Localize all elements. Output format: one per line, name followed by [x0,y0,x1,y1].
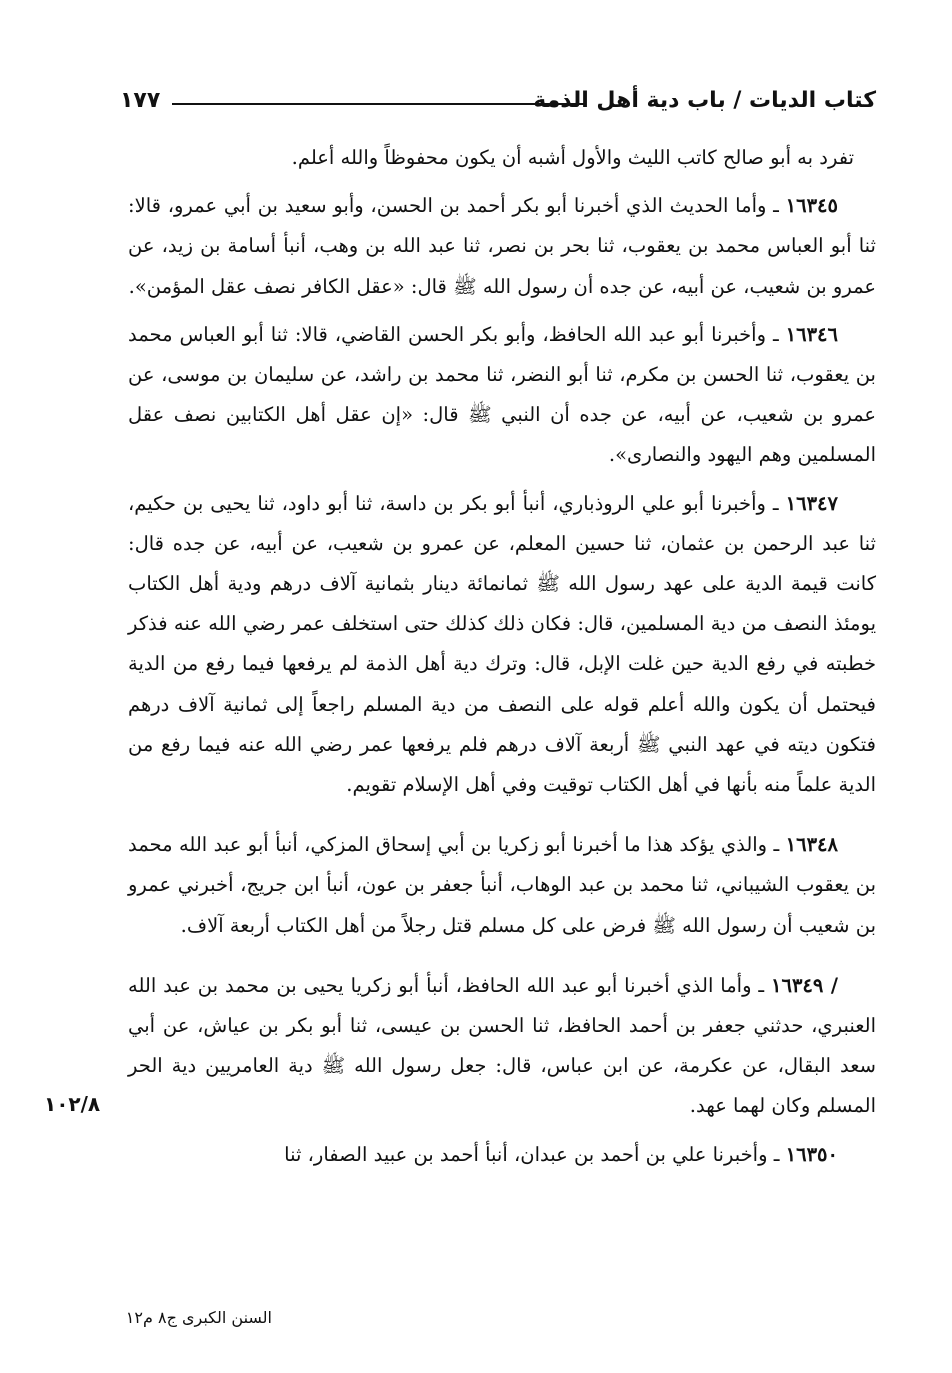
hadith-paragraph [128,186,876,307]
hadith-number: ١٦٣٤٨ [785,833,838,857]
paragraph-text: ـ وأخبرنا أبو عبد الله الحافظ، وأبو بكر الحسن القاضي، قالا: ثنا أبو العباس محمد بن يعقوب، ثنا الحسن بن مكرم، ثنا أبو النضر، ثنا محمد بن راشد، عن سليمان بن موسى، عن عمرو بن شعيب، عن أبيه، عن جده أن النبي ﷺ قال: «إن عقل أهل الكتابين نصف عقل المسلمين وهم اليهود والنصارى». [128,322,876,467]
paragraph-text: ـ وأخبرنا علي بن أحمد بن عبدان، أنبأ أحمد بن عبيد الصفار، ثنا [284,1142,786,1166]
hadith-paragraph [128,484,876,806]
running-header [120,84,876,124]
paragraph-text: ـ وأخبرنا أبو علي الروذباري، أنبأ أبو بكر بن داسة، ثنا أبو داود، ثنا يحيى بن حكيم، ثنا عبد الرحمن بن عثمان، ثنا حسين المعلم، عن عمرو بن شعيب، عن أبيه، عن جده قال: كانت قيمة الدية على عهد رسول الله ﷺ ثمانمائة دينار بثمانية آلاف درهم ودية أهل الكتاب يومئذ النصف من دية المسلمين، قال: فكان ذلك كذلك حتى استخلف عمر رضي الله عنه فذكر خطبته في رفع الدية حين غلت الإبل، قال: وترك دية أهل الذمة لم يرفعها فيما رفع من الدية فيحتمل أن يكون والله أعلم قوله على النصف من دية المسلم راجعاً إلى ثمانية آلاف درهم فتكون ديته في عهد النبي ﷺ أربعة آلاف درهم فلم يرفعها عمر رضي الله عنه فيما رفع من الدية علماً منه بأنها في أهل الكتاب توقيت وفي أهل الإسلام تقويم. [128,491,876,797]
hadith-paragraph [128,825,876,946]
hadith-paragraph [128,1135,876,1175]
paragraph [128,138,876,178]
header-rule [172,103,586,105]
main-text [128,138,876,1175]
hadith-number: ١٦٣٤٦ [785,322,838,346]
hadith-paragraph [128,966,876,1127]
hadith-number: ١٦٣٤٥ [785,194,838,218]
chapter-title: كتاب الديات / باب دية أهل الذمة [533,88,876,113]
paragraph-text: ـ والذي يؤكد هذا ما أخبرنا أبو زكريا بن أبي إسحاق المزكي، أنبأ أبو عبد الله محمد بن يعقوب الشيباني، ثنا محمد بن عبد الوهاب، أنبأ جعفر بن عون، أنبأ ابن جريج، أخبرني عمرو بن شعيب أن رسول الله ﷺ فرض على كل مسلم قتل رجلاً من أهل الكتاب أربعة آلاف. [128,833,876,937]
hadith-number: / ١٦٣٤٩ [771,973,838,997]
page-number: ١٧٧ [120,88,161,113]
paragraph-text: ـ وأما الحديث الذي أخبرنا أبو بكر أحمد بن الحسن، وأبو سعيد بن أبي عمرو، قالا: ثنا أبو العباس محمد بن يعقوب، ثنا بحر بن نصر، ثنا عبد الله بن وهب، أنبأ أسامة بن زيد، عن عمرو بن شعيب، عن أبيه، عن جده أن رسول الله ﷺ قال: «عقل الكافر نصف عقل المؤمن». [128,194,876,298]
hadith-number: ١٦٣٥٠ [785,1142,838,1166]
book-signature-footer: السنن الكبرى ج٨ م١٢ [125,1308,272,1327]
hadith-number: ١٦٣٤٧ [785,491,838,515]
paragraph-text: تفرد به أبو صالح كاتب الليث والأول أشبه أن يكون محفوظاً والله أعلم. [291,146,854,169]
paragraph-text: ـ وأما الذي أخبرنا أبو عبد الله الحافظ، أنبأ أبو زكريا يحيى بن محمد بن عبد الله العنبري، حدثني جعفر بن أحمد الحافظ، ثنا الحسن بن عيسى، ثنا أبو بكر بن عياش، عن أبي سعد البقال، عن عكرمة، عن ابن عباس، قال: جعل رسول الله ﷺ دية العامريين دية الحر المسلم وكان لهما عهد. [128,973,876,1118]
volume-page-reference: ١٠٢/٨ [44,1092,101,1116]
hadith-paragraph [128,315,876,476]
